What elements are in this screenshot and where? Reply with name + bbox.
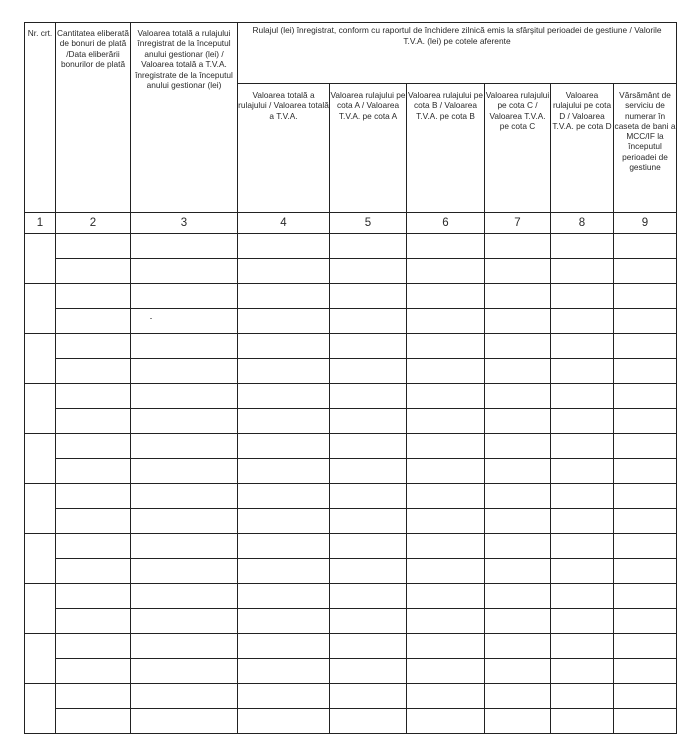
entry-cell-vat[interactable] bbox=[614, 709, 677, 734]
entry-cell-turnover[interactable] bbox=[551, 234, 614, 259]
entry-cell-vat[interactable] bbox=[56, 709, 131, 734]
entry-row-bottom bbox=[25, 659, 677, 684]
col-header-nr-label: Nr. crt. bbox=[27, 28, 53, 38]
entry-cell-turnover[interactable] bbox=[485, 434, 551, 459]
entry-row-top bbox=[25, 334, 677, 359]
entry-cell-vat[interactable] bbox=[485, 409, 551, 434]
entry-cell-vat[interactable] bbox=[614, 259, 677, 284]
column-number-row bbox=[25, 213, 677, 234]
entry-cell-turnover[interactable] bbox=[330, 684, 407, 709]
entry-cell-turnover[interactable] bbox=[407, 534, 485, 559]
entry-cell-vat[interactable] bbox=[407, 409, 485, 434]
entry-cell-turnover[interactable] bbox=[407, 234, 485, 259]
col-header-quantity-label: Cantitatea eliberată de bonuri de plată /Data eliberării bonurilor de plată bbox=[57, 28, 129, 70]
entry-cell-vat[interactable] bbox=[238, 609, 330, 634]
entry-cell-vat[interactable] bbox=[238, 409, 330, 434]
col-header-rate-c bbox=[485, 84, 551, 213]
entry-cell-vat[interactable] bbox=[551, 609, 614, 634]
entry-cell-vat[interactable] bbox=[330, 359, 407, 384]
entry-cell-turnover[interactable] bbox=[485, 234, 551, 259]
entry-cell-vat[interactable] bbox=[407, 359, 485, 384]
col-header-rate-a-label: Valoarea rulajului pe cota A / Valoarea T.V.A. pe cota A bbox=[330, 90, 406, 121]
entry-number-cell[interactable] bbox=[25, 434, 56, 484]
entry-cell-vat[interactable] bbox=[131, 409, 238, 434]
entry-cell-vat[interactable] bbox=[551, 559, 614, 584]
daily-report-table bbox=[24, 22, 677, 734]
entry-cell-turnover[interactable] bbox=[614, 534, 677, 559]
entry-cell-turnover[interactable] bbox=[485, 584, 551, 609]
entry-cell-turnover[interactable] bbox=[131, 384, 238, 409]
entry-number-cell[interactable] bbox=[25, 584, 56, 634]
entry-cell-turnover[interactable] bbox=[485, 284, 551, 309]
entry-cell-turnover[interactable] bbox=[485, 684, 551, 709]
entry-cell-vat[interactable] bbox=[614, 559, 677, 584]
entry-cell-vat[interactable] bbox=[131, 309, 238, 334]
scan-speck bbox=[150, 318, 152, 319]
entry-row-top bbox=[25, 534, 677, 559]
entry-cell-vat[interactable] bbox=[485, 309, 551, 334]
entry-cell-turnover[interactable] bbox=[238, 634, 330, 659]
entry-cell-turnover[interactable] bbox=[551, 284, 614, 309]
entry-cell-turnover[interactable] bbox=[551, 434, 614, 459]
entry-cell-vat[interactable] bbox=[407, 309, 485, 334]
entry-cell-turnover[interactable] bbox=[551, 584, 614, 609]
entry-cell-turnover[interactable] bbox=[238, 334, 330, 359]
entry-cell-vat[interactable] bbox=[330, 509, 407, 534]
entry-cell-turnover[interactable] bbox=[485, 634, 551, 659]
entry-cell-vat[interactable] bbox=[330, 559, 407, 584]
entry-cell-vat[interactable] bbox=[407, 509, 485, 534]
entry-cell-vat[interactable] bbox=[407, 609, 485, 634]
entry-cell-vat[interactable] bbox=[238, 509, 330, 534]
entry-cell-vat[interactable] bbox=[485, 609, 551, 634]
entry-cell-turnover[interactable] bbox=[614, 434, 677, 459]
entry-cell-vat[interactable] bbox=[131, 659, 238, 684]
entry-cell-turnover[interactable] bbox=[551, 384, 614, 409]
entry-cell-vat[interactable] bbox=[330, 609, 407, 634]
entry-cell-vat[interactable] bbox=[407, 709, 485, 734]
col-header-rate-b bbox=[407, 84, 485, 213]
entry-cell-vat[interactable] bbox=[56, 559, 131, 584]
entry-cell-vat[interactable] bbox=[551, 259, 614, 284]
entry-cell-turnover[interactable] bbox=[238, 384, 330, 409]
entry-cell-vat[interactable] bbox=[238, 459, 330, 484]
entry-cell-turnover[interactable] bbox=[614, 484, 677, 509]
col-header-total-turnover-label: Valoarea totală a rulajului / Valoarea totală a T.V.A. bbox=[238, 90, 329, 121]
entry-cell-vat[interactable] bbox=[56, 659, 131, 684]
entry-rows bbox=[25, 234, 677, 734]
entry-cell-vat[interactable] bbox=[551, 709, 614, 734]
entry-cell-turnover[interactable] bbox=[551, 334, 614, 359]
entry-number-cell[interactable] bbox=[25, 284, 56, 334]
entry-cell-turnover[interactable] bbox=[330, 584, 407, 609]
column-number: 4 bbox=[238, 213, 330, 234]
entry-row-bottom bbox=[25, 459, 677, 484]
entry-cell-vat[interactable] bbox=[131, 609, 238, 634]
entry-cell-vat[interactable] bbox=[56, 459, 131, 484]
entry-cell-turnover[interactable] bbox=[485, 384, 551, 409]
entry-cell-turnover[interactable] bbox=[485, 534, 551, 559]
entry-cell-vat[interactable] bbox=[614, 659, 677, 684]
entry-cell-turnover[interactable] bbox=[614, 234, 677, 259]
entry-cell-turnover[interactable] bbox=[330, 434, 407, 459]
entry-cell-vat[interactable] bbox=[614, 409, 677, 434]
entry-cell-vat[interactable] bbox=[238, 359, 330, 384]
entry-cell-turnover[interactable] bbox=[238, 534, 330, 559]
entry-cell-vat[interactable] bbox=[551, 409, 614, 434]
entry-cell-vat[interactable] bbox=[56, 259, 131, 284]
column-number: 3 bbox=[131, 213, 238, 234]
col-header-rate-d-label: Valoarea rulajului pe cota D / Valoarea T.V.A. pe cota D bbox=[552, 90, 612, 131]
entry-cell-turnover[interactable] bbox=[131, 334, 238, 359]
entry-row-bottom bbox=[25, 409, 677, 434]
entry-row-bottom bbox=[25, 609, 677, 634]
column-number: 1 bbox=[25, 213, 56, 234]
entry-cell-turnover[interactable] bbox=[330, 334, 407, 359]
entry-cell-vat[interactable] bbox=[131, 459, 238, 484]
entry-cell-turnover[interactable] bbox=[56, 234, 131, 259]
col-header-nr bbox=[25, 23, 56, 213]
entry-cell-vat[interactable] bbox=[330, 309, 407, 334]
entry-row-top bbox=[25, 234, 677, 259]
col-header-rate-c-label: Valoarea rulajului pe cota C / Valoarea T.V.A. pe cota C bbox=[485, 90, 550, 131]
entry-cell-turnover[interactable] bbox=[56, 584, 131, 609]
entry-cell-vat[interactable] bbox=[614, 359, 677, 384]
col-header-rate-a bbox=[330, 84, 407, 213]
entry-cell-turnover[interactable] bbox=[56, 384, 131, 409]
entry-cell-turnover[interactable] bbox=[551, 484, 614, 509]
entry-number-cell[interactable] bbox=[25, 334, 56, 384]
entry-cell-turnover[interactable] bbox=[238, 234, 330, 259]
entry-cell-turnover[interactable] bbox=[56, 334, 131, 359]
entry-number-cell[interactable] bbox=[25, 484, 56, 534]
entry-cell-turnover[interactable] bbox=[330, 484, 407, 509]
entry-cell-vat[interactable] bbox=[485, 459, 551, 484]
entry-cell-turnover[interactable] bbox=[238, 484, 330, 509]
entry-cell-vat[interactable] bbox=[131, 359, 238, 384]
entry-row-top bbox=[25, 634, 677, 659]
col-header-rate-d bbox=[551, 84, 614, 213]
entry-cell-vat[interactable] bbox=[485, 659, 551, 684]
entry-cell-turnover[interactable] bbox=[614, 334, 677, 359]
entry-row-bottom bbox=[25, 509, 677, 534]
entry-cell-turnover[interactable] bbox=[131, 534, 238, 559]
entry-cell-turnover[interactable] bbox=[330, 534, 407, 559]
entry-cell-vat[interactable] bbox=[238, 559, 330, 584]
entry-cell-turnover[interactable] bbox=[614, 634, 677, 659]
entry-row-bottom bbox=[25, 359, 677, 384]
entry-cell-vat[interactable] bbox=[56, 609, 131, 634]
entry-cell-turnover[interactable] bbox=[407, 284, 485, 309]
entry-row-bottom bbox=[25, 259, 677, 284]
entry-row-top bbox=[25, 384, 677, 409]
entry-cell-vat[interactable] bbox=[131, 559, 238, 584]
entry-cell-turnover[interactable] bbox=[551, 534, 614, 559]
entry-cell-turnover[interactable] bbox=[485, 484, 551, 509]
entry-cell-turnover[interactable] bbox=[330, 284, 407, 309]
entry-cell-turnover[interactable] bbox=[330, 384, 407, 409]
group-header-turnover-label: Rulajul (lei) înregistrat, conform cu raportul de închidere zilnică emis la sfârşitul perioadei de gestiune / Valorile T.V.A. (lei) pe cotele aferente bbox=[252, 25, 662, 46]
entry-cell-turnover[interactable] bbox=[56, 634, 131, 659]
entry-cell-turnover[interactable] bbox=[407, 434, 485, 459]
entry-cell-vat[interactable] bbox=[485, 709, 551, 734]
entry-cell-turnover[interactable] bbox=[614, 584, 677, 609]
entry-cell-vat[interactable] bbox=[330, 259, 407, 284]
column-number: 9 bbox=[614, 213, 677, 234]
entry-cell-turnover[interactable] bbox=[131, 684, 238, 709]
column-number: 7 bbox=[485, 213, 551, 234]
entry-cell-vat[interactable] bbox=[330, 659, 407, 684]
entry-row-top bbox=[25, 584, 677, 609]
entry-cell-vat[interactable] bbox=[56, 409, 131, 434]
entry-cell-vat[interactable] bbox=[551, 509, 614, 534]
col-header-cash-deposit-label: Vărsământ de serviciu de numerar în caseta de bani a MCC/IF la începutul perioadei de gestiune bbox=[614, 90, 676, 173]
entry-cell-vat[interactable] bbox=[614, 309, 677, 334]
col-header-total-turnover bbox=[238, 84, 330, 213]
entry-row-bottom bbox=[25, 309, 677, 334]
entry-cell-vat[interactable] bbox=[551, 659, 614, 684]
entry-row-bottom bbox=[25, 709, 677, 734]
entry-cell-vat[interactable] bbox=[238, 259, 330, 284]
entry-cell-vat[interactable] bbox=[131, 709, 238, 734]
entry-cell-turnover[interactable] bbox=[238, 434, 330, 459]
entry-cell-vat[interactable] bbox=[131, 509, 238, 534]
entry-cell-turnover[interactable] bbox=[485, 334, 551, 359]
col-header-rate-b-label: Valoarea rulajului pe cota B / Valoarea T.V.A. pe cota B bbox=[407, 90, 484, 121]
entry-number-cell[interactable] bbox=[25, 384, 56, 434]
col-header-quantity bbox=[56, 23, 131, 213]
entry-cell-turnover[interactable] bbox=[238, 684, 330, 709]
entry-cell-vat[interactable] bbox=[56, 359, 131, 384]
entry-cell-turnover[interactable] bbox=[238, 584, 330, 609]
entry-cell-vat[interactable] bbox=[56, 509, 131, 534]
col-header-annual-total-label: Valoarea totală a rulajului înregistrat de la începutul anului gestionar (lei) / Valoarea totală a T.V.A. înregistrate de la începutul anului gestionar (lei) bbox=[135, 28, 233, 91]
entry-cell-vat[interactable] bbox=[238, 309, 330, 334]
entry-cell-turnover[interactable] bbox=[407, 334, 485, 359]
entry-cell-turnover[interactable] bbox=[131, 284, 238, 309]
col-header-cash-deposit bbox=[614, 84, 677, 213]
entry-cell-vat[interactable] bbox=[330, 709, 407, 734]
entry-cell-vat[interactable] bbox=[485, 359, 551, 384]
entry-cell-turnover[interactable] bbox=[407, 384, 485, 409]
entry-cell-turnover[interactable] bbox=[56, 534, 131, 559]
entry-row-top bbox=[25, 434, 677, 459]
entry-cell-turnover[interactable] bbox=[56, 434, 131, 459]
column-number: 2 bbox=[56, 213, 131, 234]
entry-cell-vat[interactable] bbox=[551, 309, 614, 334]
col-header-annual-total bbox=[131, 23, 238, 213]
entry-cell-turnover[interactable] bbox=[56, 284, 131, 309]
column-number: 8 bbox=[551, 213, 614, 234]
entry-number-cell[interactable] bbox=[25, 234, 56, 284]
entry-cell-vat[interactable] bbox=[407, 459, 485, 484]
entry-row-bottom bbox=[25, 559, 677, 584]
entry-cell-turnover[interactable] bbox=[551, 684, 614, 709]
entry-cell-turnover[interactable] bbox=[131, 634, 238, 659]
entry-cell-turnover[interactable] bbox=[407, 484, 485, 509]
entry-cell-vat[interactable] bbox=[485, 509, 551, 534]
entry-cell-vat[interactable] bbox=[551, 459, 614, 484]
entry-cell-vat[interactable] bbox=[330, 459, 407, 484]
entry-cell-vat[interactable] bbox=[330, 409, 407, 434]
entry-cell-vat[interactable] bbox=[614, 609, 677, 634]
entry-number-cell[interactable] bbox=[25, 634, 56, 684]
group-header-turnover bbox=[238, 23, 677, 84]
entry-cell-vat[interactable] bbox=[407, 659, 485, 684]
entry-cell-vat[interactable] bbox=[238, 709, 330, 734]
entry-row-top bbox=[25, 684, 677, 709]
entry-cell-turnover[interactable] bbox=[238, 284, 330, 309]
entry-row-top bbox=[25, 484, 677, 509]
entry-cell-turnover[interactable] bbox=[407, 634, 485, 659]
entry-cell-turnover[interactable] bbox=[131, 234, 238, 259]
entry-cell-turnover[interactable] bbox=[330, 234, 407, 259]
entry-cell-vat[interactable] bbox=[614, 459, 677, 484]
entry-cell-turnover[interactable] bbox=[56, 484, 131, 509]
entry-cell-vat[interactable] bbox=[131, 259, 238, 284]
entry-row-top bbox=[25, 284, 677, 309]
entry-cell-vat[interactable] bbox=[56, 309, 131, 334]
entry-number-cell[interactable] bbox=[25, 534, 56, 584]
entry-number-cell[interactable] bbox=[25, 684, 56, 734]
entry-cell-turnover[interactable] bbox=[407, 584, 485, 609]
entry-cell-vat[interactable] bbox=[485, 559, 551, 584]
entry-cell-vat[interactable] bbox=[485, 259, 551, 284]
entry-cell-turnover[interactable] bbox=[551, 634, 614, 659]
entry-cell-turnover[interactable] bbox=[131, 484, 238, 509]
entry-cell-turnover[interactable] bbox=[614, 684, 677, 709]
entry-cell-vat[interactable] bbox=[407, 559, 485, 584]
entry-cell-turnover[interactable] bbox=[614, 284, 677, 309]
entry-cell-vat[interactable] bbox=[238, 659, 330, 684]
entry-cell-turnover[interactable] bbox=[131, 434, 238, 459]
entry-cell-turnover[interactable] bbox=[131, 584, 238, 609]
entry-cell-turnover[interactable] bbox=[407, 684, 485, 709]
entry-cell-vat[interactable] bbox=[551, 359, 614, 384]
entry-cell-turnover[interactable] bbox=[56, 684, 131, 709]
entry-cell-vat[interactable] bbox=[614, 509, 677, 534]
entry-cell-vat[interactable] bbox=[407, 259, 485, 284]
column-number: 5 bbox=[330, 213, 407, 234]
column-number: 6 bbox=[407, 213, 485, 234]
entry-cell-turnover[interactable] bbox=[330, 634, 407, 659]
entry-cell-turnover[interactable] bbox=[614, 384, 677, 409]
